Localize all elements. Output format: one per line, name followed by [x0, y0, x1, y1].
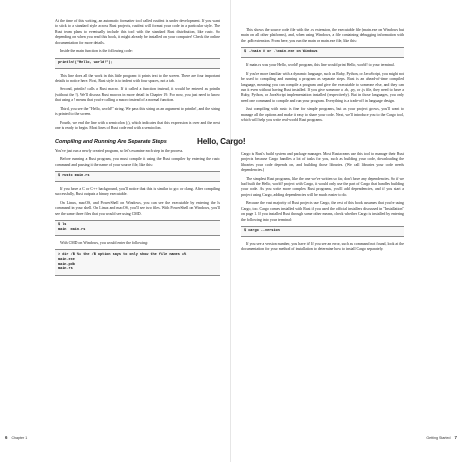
body-paragraph: If main.rs was your Hello, world! program, this line would print Hello, world! to your terminal.: [246, 63, 395, 68]
body-paragraph: You've just run a newly created program, so let's examine each step in the process.: [55, 148, 184, 153]
body-paragraph: Fourth, we end the line with a semicolon (;), which indicates that this expression is over and the next one is ready to begin. Most lines of Rust code end with a semicolon.: [55, 120, 220, 131]
code-block: $ ls main main.rs: [55, 220, 220, 236]
body-paragraph: Before running a Rust program, you must compile it using the Rust compiler by entering the rustc command and passing it the name of your source file, like this:: [55, 157, 220, 167]
right-page: [197, 0, 462, 462]
body-paragraph: On Linux, macOS, and PowerShell on Windows, you can see the executable by entering the ls command in your shell. On Linux and macOS, you'll see two files. With PowerShell on Windows, you'll see the same three files that you would see using CMD.: [55, 200, 220, 216]
section-heading: Compiling and Running Are Separate Steps: [55, 138, 167, 145]
body-paragraph: If you're more familiar with a dynamic language, such as Ruby, Python, or JavaScript, you might not be used to compiling and running a program as separate steps. Rust is an ahead-of-time compiled language, meaning you can compile a program and give the executable to someone else, and they can run it even without having Rust installed. If you give someone a .rb, .py, or .js file, they need to have a Ruby, Python, or JavaScript implementation installed (respectively). But in those languages, you only need one command to compile and run your program. Everything is a trade-off in language design.: [241, 71, 404, 103]
running-footer: Getting Started: [426, 436, 451, 440]
code-block: > dir /B %= the /B option says to only show the file names =% main.exe main.pdb main.rs: [55, 249, 220, 276]
body-paragraph: Second, println! calls a Rust macro. If it called a function instead, it would be entered as println (without the !). We'll discuss Rust macros in more detail in Chapter 19. For now, you just need to know that using a ! means that you're calling a macro instead of a normal function.: [55, 87, 220, 103]
code-block: $ ./main # or .\main.exe on Windows: [241, 47, 404, 58]
body-paragraph: The simplest Rust programs, like the one we've written so far, don't have any dependencies. So if we had built the Hello, world! project with Cargo, it would only use the part of Cargo that handles building your code. As you write more complex Rust programs, you'll add dependencies, and if you start a project using Cargo, adding dependencies will be much easier to do.: [241, 176, 404, 197]
page-footer: [426, 435, 457, 440]
body-paragraph: Third, you see the "Hello, world!" string. We pass this string as an argument to println!, and the string is printed to the screen.: [55, 106, 220, 117]
right-column: [197, 28, 404, 256]
running-footer: Chapter 1: [11, 436, 28, 440]
body-paragraph: Inside the main function is the following code:: [60, 49, 133, 54]
code-block: $ rustc main.rs: [55, 171, 220, 182]
body-paragraph: Cargo is Rust's build system and package manager. Most Rustaceans use this tool to manage their Rust projects because Cargo handles a lot of tasks for you, such as building your code, downloading the libraries your code depends on, and building those libraries. (We call libraries your code needs dependencies.): [241, 151, 404, 173]
body-paragraph: If you have a C or C++ background, you'll notice that this is similar to gcc or clang. After compiling successfully, Rust outputs a binary executable.: [55, 186, 220, 197]
body-paragraph: This line does all the work in this little program: it prints text to the screen. There are four important details to notice here. First, Rust style is to indent with four spaces, not a tab.: [55, 73, 220, 83]
page-number: 7: [454, 435, 457, 440]
chapter-section-title: Hello, Cargo!: [197, 136, 246, 146]
code-block: $ cargo --version: [241, 226, 404, 237]
page-footer: [5, 435, 27, 440]
page-number: 6: [5, 435, 8, 440]
body-paragraph: If you see a version number, you have it! If you see an error, such as command not found, look at the documentation for your method of installation to determine how to install Cargo separately.: [241, 241, 404, 252]
body-paragraph: With CMD on Windows, you would enter the following:: [60, 240, 149, 245]
body-paragraph: At the time of this writing, an automatic formatter tool called rustfmt is under development. If you want to stick to a standard style across Rust projects, rustfmt will format your code in a particular style. The Rust team plans to eventually include this tool with the standard Rust distribution, like rustc. So depending on when you read this book, it might already be installed on your computer! Check the online documentation for more details.: [55, 19, 220, 45]
left-column: [55, 19, 220, 281]
body-paragraph: This shows the source code file with the .rs extension, the executable file (main.exe on Windows but main on all other platforms), and, when using Windows, a file containing debugging information with the .pdb extension. From here, you run the main or main.exe file, like this:: [241, 28, 404, 43]
body-paragraph: Just compiling with rustc is fine for simple programs, but as your project grows, you'll want to manage all the options and make it easy to share your code. Next, we'll introduce you to the Cargo tool, which will help you write real-world Rust programs.: [241, 107, 404, 123]
body-paragraph: Because the vast majority of Rust projects use Cargo, the rest of this book assumes that you're using Cargo, too. Cargo comes installed with Rust if you used the official installers discussed in "Installation" on page 1. If you installed Rust through some other means, check whether Cargo is installed by entering the following into your terminal:: [241, 201, 404, 222]
code-block: println!("Hello, world!");: [55, 58, 220, 69]
